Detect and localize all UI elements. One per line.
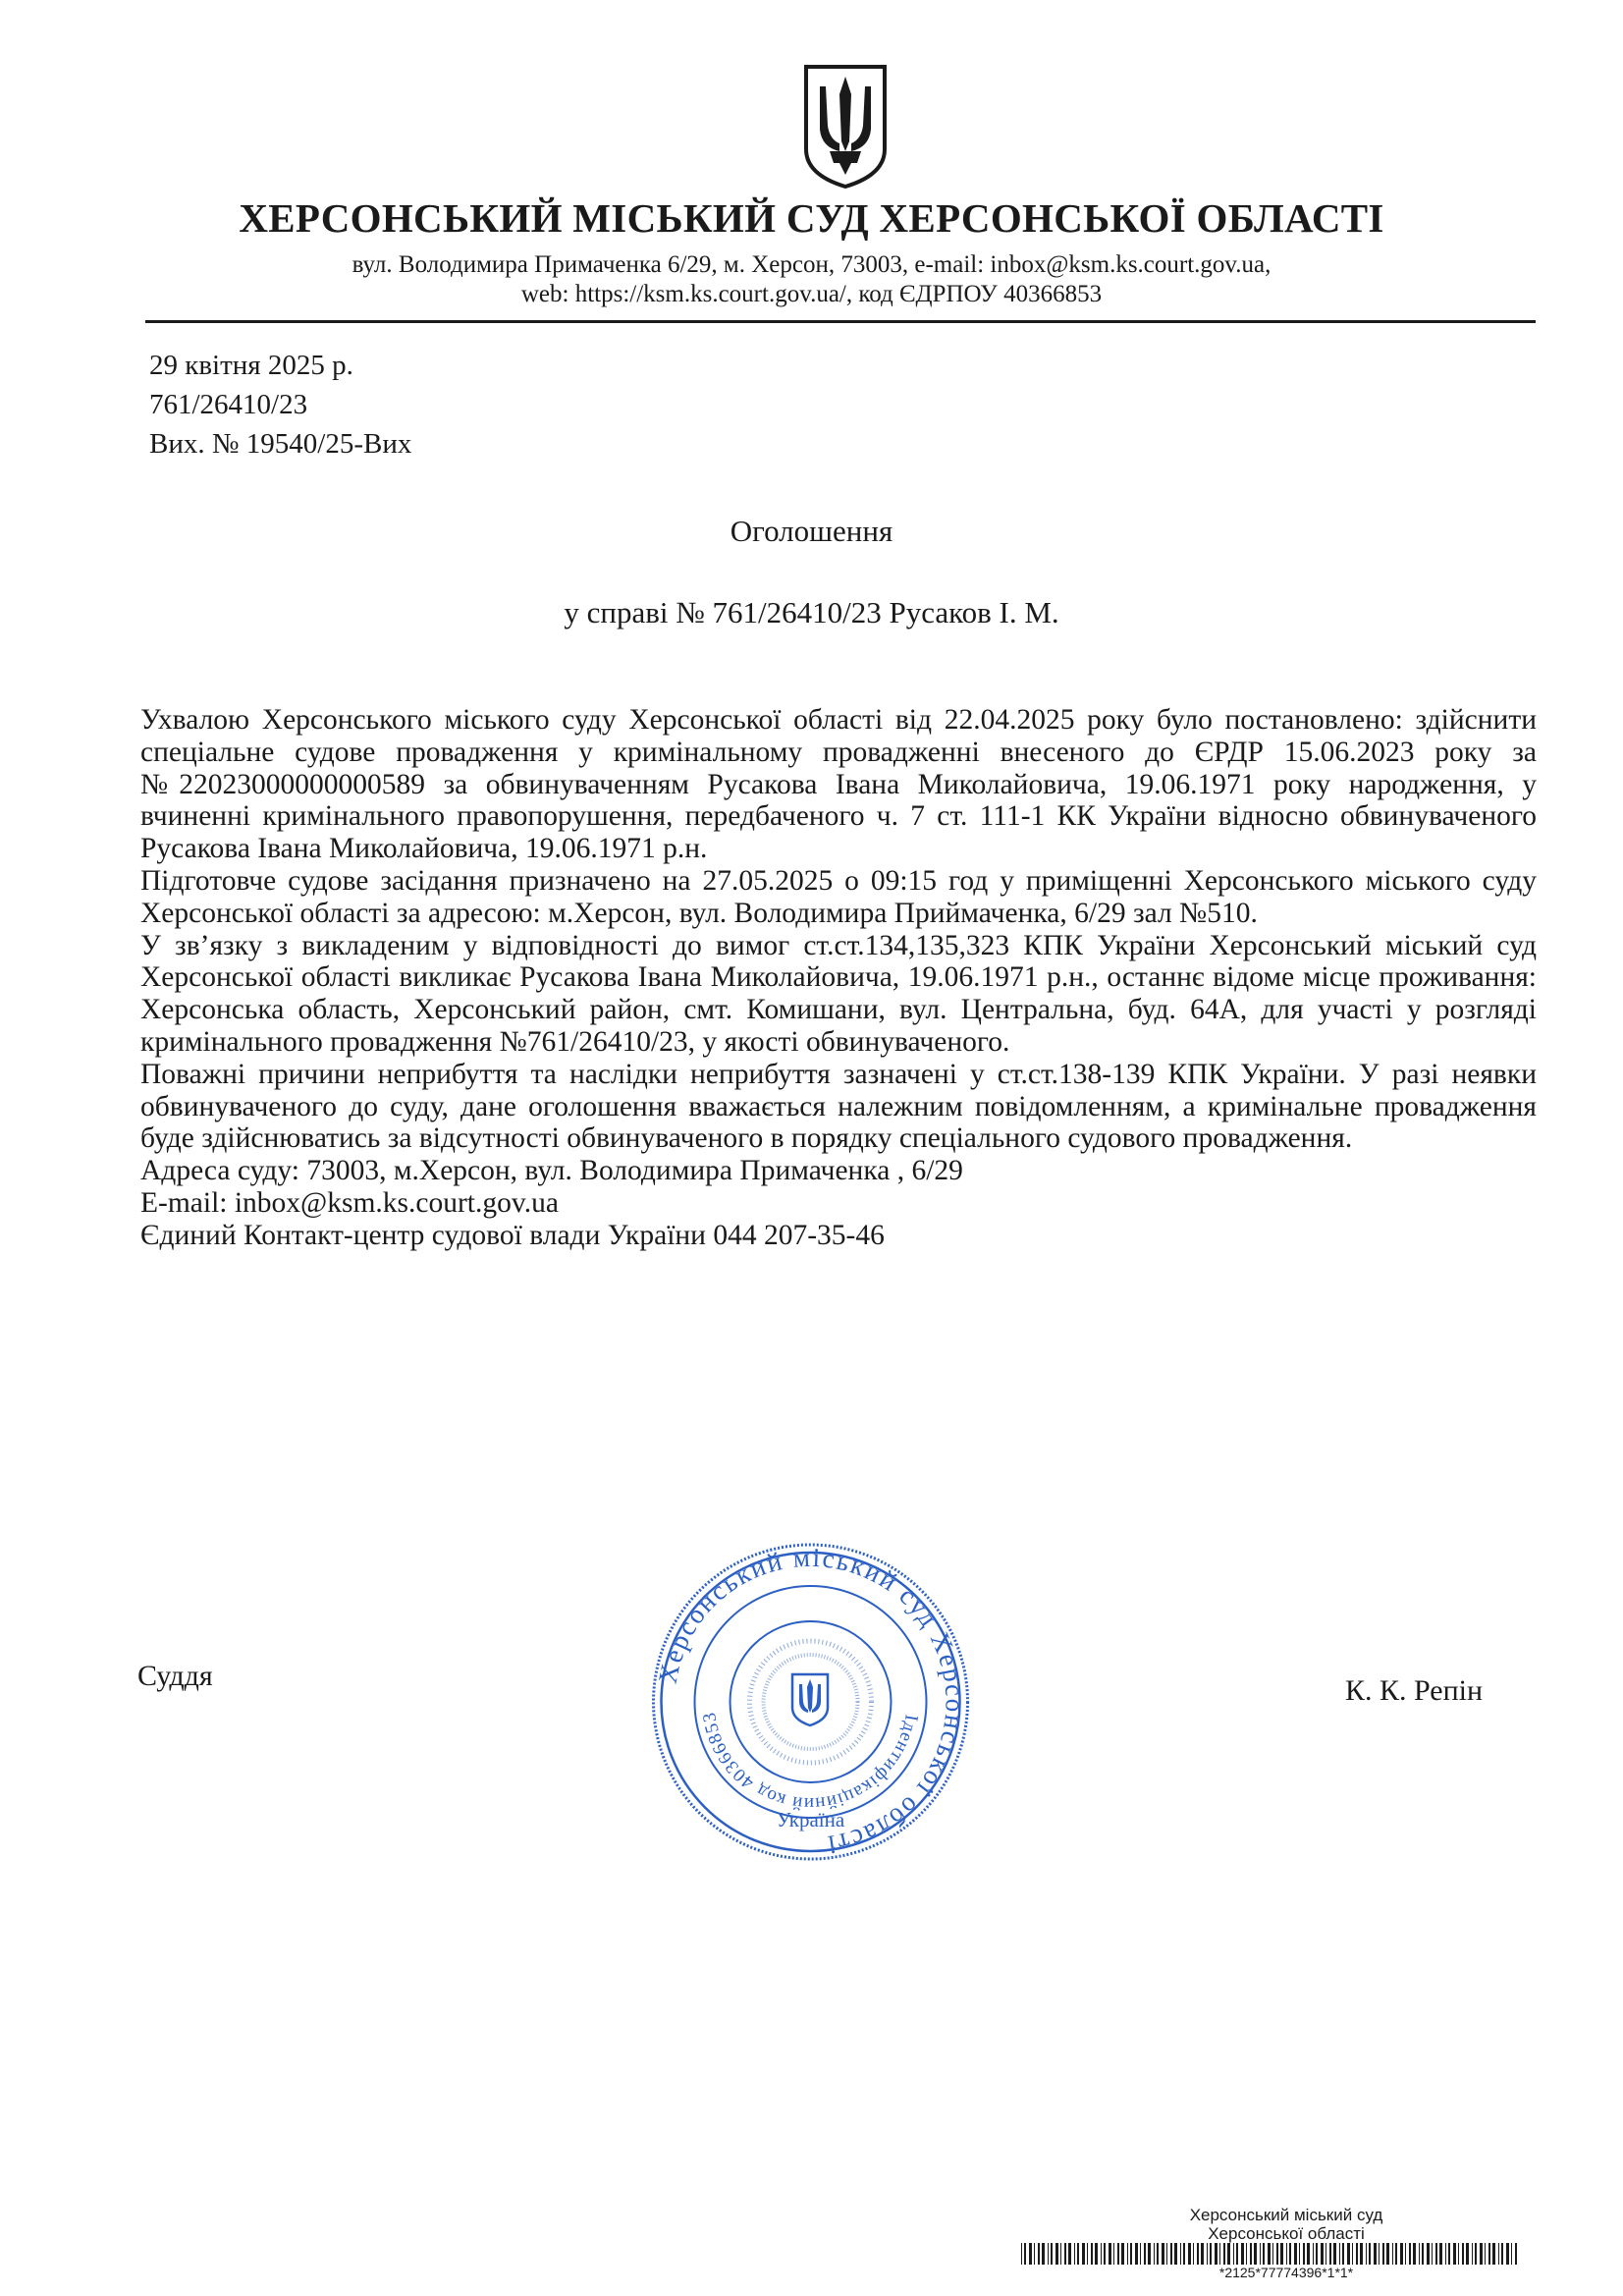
barcode-bar <box>1241 2243 1244 2265</box>
barcode-bar <box>1193 2243 1194 2265</box>
barcode-bar <box>1342 2243 1344 2265</box>
barcode-bar <box>1392 2243 1393 2265</box>
barcode-bar <box>1432 2243 1433 2265</box>
barcode-bar <box>1091 2243 1093 2265</box>
barcode-bar <box>1466 2243 1469 2265</box>
barcode-bar <box>1501 2243 1503 2265</box>
barcode-bar <box>1339 2243 1340 2265</box>
barcode-bar <box>1382 2243 1384 2265</box>
barcode-bar <box>1352 2243 1353 2265</box>
barcode-bar <box>1313 2243 1314 2265</box>
barcode-bar <box>1366 2243 1367 2265</box>
barcode-bar <box>1246 2243 1247 2265</box>
barcode-bar <box>1121 2243 1124 2265</box>
barcode-bar <box>1201 2243 1204 2265</box>
barcode-bar <box>1485 2243 1486 2265</box>
barcode-bar <box>1333 2243 1336 2265</box>
barcode-bar <box>1223 2243 1225 2265</box>
barcode-bar <box>1250 2243 1252 2265</box>
barcode-bar <box>1055 2243 1058 2265</box>
barcode-bar <box>1095 2243 1098 2265</box>
barcode-bar <box>1475 2243 1477 2265</box>
barcode-bar <box>1029 2243 1032 2265</box>
barcode-bar <box>1347 2243 1350 2265</box>
barcode-bar <box>1157 2243 1159 2265</box>
paragraph-hearing: Підготовче судове засідання призначено на 27.05.2025 о 09:15 год у приміщенні Херсонського міського суду Херсонської області за адресою: м.Херсон, вул. Володимира Приймаченка, 6/29 зал №510. <box>140 864 1537 929</box>
court-address: вул. Володимира Примаченка 6/29, м. Херсон, 73003, e-mail: inbox@ksm.ks.court.gov.ua, <box>352 251 1271 278</box>
barcode-bar <box>1034 2243 1035 2265</box>
announcement-body <box>140 704 1537 1252</box>
barcode-bar <box>1166 2243 1167 2265</box>
barcode-bar <box>1130 2243 1132 2265</box>
paragraph-consequences: Поважні причини неприбуття та наслідки неприбуття зазначені у ст.ст.138-139 КПК України. У разі неявки обвинуваченого до суду, дане оголошення вважається належним повідомленням, а кримінальне провадження буде здійснюватись за відсутності обвинуваченого в порядку спеціального судового провадження. <box>140 1058 1537 1155</box>
document-date: 29 квітня 2025 р. <box>149 350 353 381</box>
barcode-bar <box>1395 2243 1397 2265</box>
footer-org-line2: Херсонської області <box>1208 2224 1365 2243</box>
barcode-bar <box>1162 2243 1164 2265</box>
stamp-trident-icon <box>792 1674 828 1725</box>
barcode-bar <box>1448 2243 1450 2265</box>
barcode-bar <box>1038 2243 1040 2265</box>
barcode-bar <box>1307 2243 1310 2265</box>
barcode-bar <box>1316 2243 1318 2265</box>
barcode-bar <box>1356 2243 1358 2265</box>
barcode-bar <box>1294 2243 1297 2265</box>
header-divider <box>145 320 1536 323</box>
barcode-bar <box>1077 2243 1079 2265</box>
barcode-bar <box>1289 2243 1291 2265</box>
barcode-bar <box>1113 2243 1114 2265</box>
court-address-line: Адреса суду: 73003, м.Херсон, вул. Володимира Примаченка , 6/29 <box>140 1155 963 1187</box>
barcode-bar <box>1024 2243 1026 2265</box>
court-stamp <box>646 1540 975 1864</box>
barcode-bar <box>1303 2243 1305 2265</box>
paragraph-ruling: Ухвалою Херсонського міського суду Херсонської області від 22.04.2025 року було постановлено: здійснити спеціальне судове провадження у кримінальному провадженні внесеного до ЄРДР 15.06.2023 року за №22023000000000589 за обвинуваченням Русакова Івана Миколайовича, 19.06.1971 року народження, у вчиненні кримінального правопорушення, передбаченого ч. 7 ст. 111-1 КК України відносно обвинуваченого Русакова Івана Миколайовича, 19.06.1971 р.н. <box>140 704 1537 865</box>
barcode-bar <box>1458 2243 1459 2265</box>
barcode-bar <box>1325 2243 1326 2265</box>
barcode-bar <box>1048 2243 1049 2265</box>
barcode-number: *2125*77774396*1*1* <box>1218 2265 1354 2280</box>
barcode-bar <box>1127 2243 1128 2265</box>
barcode-bar <box>1299 2243 1300 2265</box>
barcode-bar <box>1427 2243 1430 2265</box>
barcode-bar <box>1422 2243 1424 2265</box>
barcode-bar <box>1135 2243 1138 2265</box>
judge-label: Суддя <box>137 1660 213 1692</box>
barcode-bar <box>1453 2243 1456 2265</box>
barcode-bar <box>1215 2243 1217 2265</box>
court-web-code: web: https://ksm.ks.court.gov.ua/, код ЄДРПОУ 40366853 <box>520 281 1103 307</box>
footer-org-line1: Херсонський міський суд <box>1189 2206 1383 2224</box>
barcode-bar <box>1400 2243 1403 2265</box>
barcode-bar <box>1183 2243 1185 2265</box>
barcode-bar <box>1170 2243 1172 2265</box>
barcode-bar <box>1207 2243 1208 2265</box>
barcode <box>1021 2243 1522 2265</box>
barcode-bar <box>1042 2243 1045 2265</box>
barcode-bar <box>1068 2243 1071 2265</box>
barcode-bar <box>1233 2243 1234 2265</box>
barcode-bar <box>1405 2243 1406 2265</box>
barcode-bar <box>1060 2243 1061 2265</box>
barcode-bar <box>1472 2243 1473 2265</box>
barcode-bar <box>1180 2243 1181 2265</box>
judge-name: К. К. Репін <box>1345 1674 1484 1707</box>
case-number: 761/26410/23 <box>149 389 308 420</box>
outgoing-number: Вих. № 19540/25-Вих <box>149 428 412 460</box>
barcode-bar <box>1109 2243 1111 2265</box>
barcode-bar <box>1197 2243 1199 2265</box>
barcode-bar <box>1154 2243 1155 2265</box>
barcode-bar <box>1260 2243 1261 2265</box>
barcode-bar <box>1511 2243 1512 2265</box>
barcode-bar <box>1369 2243 1371 2265</box>
court-email-line: E-mail: inbox@ksm.ks.court.gov.ua <box>140 1186 559 1219</box>
barcode-bar <box>1227 2243 1230 2265</box>
barcode-bar <box>1219 2243 1220 2265</box>
barcode-bar <box>1064 2243 1066 2265</box>
barcode-bar <box>1087 2243 1088 2265</box>
barcode-bar <box>1117 2243 1119 2265</box>
barcode-bar <box>1272 2243 1273 2265</box>
case-line: у справі № 761/26410/23 Русаков І. М. <box>564 595 1059 629</box>
barcode-bar <box>1445 2243 1446 2265</box>
barcode-bar <box>1101 2243 1102 2265</box>
barcode-bar <box>1360 2243 1363 2265</box>
barcode-bar <box>1148 2243 1151 2265</box>
barcode-bar <box>1286 2243 1287 2265</box>
paragraph-summons: У зв’язку з викладеним у відповідності до вимог ст.ст.134,135,323 КПК України Херсонський міський суд Херсонської області викликає Русакова Івана Миколайовича, 19.06.1971 р.н., останнє відоме місце проживання: Херсонська область, Херсонський район, смт. Комишани, вул. Центральна, буд. 64А, для участі у розгляді кримінального провадження №761/26410/23, у якості обвинуваченого. <box>140 929 1537 1058</box>
barcode-bar <box>1280 2243 1283 2265</box>
barcode-bar <box>1462 2243 1464 2265</box>
barcode-bar <box>1254 2243 1257 2265</box>
barcode-bar <box>1379 2243 1380 2265</box>
stamp-inner-text: Ідентифікаційний код 40366853 <box>698 1710 922 1815</box>
document-title: Оголошення <box>730 514 893 548</box>
barcode-bar <box>1492 2243 1495 2265</box>
barcode-bar <box>1174 2243 1177 2265</box>
barcode-bar <box>1413 2243 1416 2265</box>
barcode-bar <box>1140 2243 1141 2265</box>
barcode-bar <box>1374 2243 1377 2265</box>
barcode-bar <box>1439 2243 1442 2265</box>
footer-organization <box>1119 2206 1453 2243</box>
barcode-bar <box>1236 2243 1238 2265</box>
barcode-bar <box>1329 2243 1331 2265</box>
barcode-bar <box>1268 2243 1271 2265</box>
barcode-bar <box>1144 2243 1146 2265</box>
barcode-bar <box>1188 2243 1191 2265</box>
barcode-bar <box>1263 2243 1265 2265</box>
barcode-bar <box>1480 2243 1483 2265</box>
barcode-bar <box>1409 2243 1411 2265</box>
barcode-bar <box>1276 2243 1278 2265</box>
barcode-bar <box>1419 2243 1420 2265</box>
coat-of-arms-icon <box>800 61 891 191</box>
barcode-bar <box>1104 2243 1106 2265</box>
barcode-bar <box>1515 2243 1517 2265</box>
contact-center-line: Єдиний Контакт-центр судової влади України 044 207-35-46 <box>140 1219 885 1251</box>
stamp-country: Україна <box>776 1808 845 1831</box>
barcode-bar <box>1498 2243 1499 2265</box>
barcode-bar <box>1435 2243 1437 2265</box>
barcode-bar <box>1021 2243 1022 2265</box>
court-name: ХЕРСОНСЬКИЙ МІСЬКИЙ СУД ХЕРСОНСЬКОЇ ОБЛАСТІ <box>239 195 1384 241</box>
barcode-bar <box>1082 2243 1085 2265</box>
barcode-bar <box>1386 2243 1389 2265</box>
barcode-bar <box>1074 2243 1075 2265</box>
barcode-bar <box>1210 2243 1212 2265</box>
barcode-bar <box>1488 2243 1490 2265</box>
barcode-bar <box>1506 2243 1509 2265</box>
stamp-outer-text: Херсонський міський суд Херсонської області <box>652 1542 970 1861</box>
barcode-bar <box>1321 2243 1324 2265</box>
barcode-bar <box>1051 2243 1053 2265</box>
